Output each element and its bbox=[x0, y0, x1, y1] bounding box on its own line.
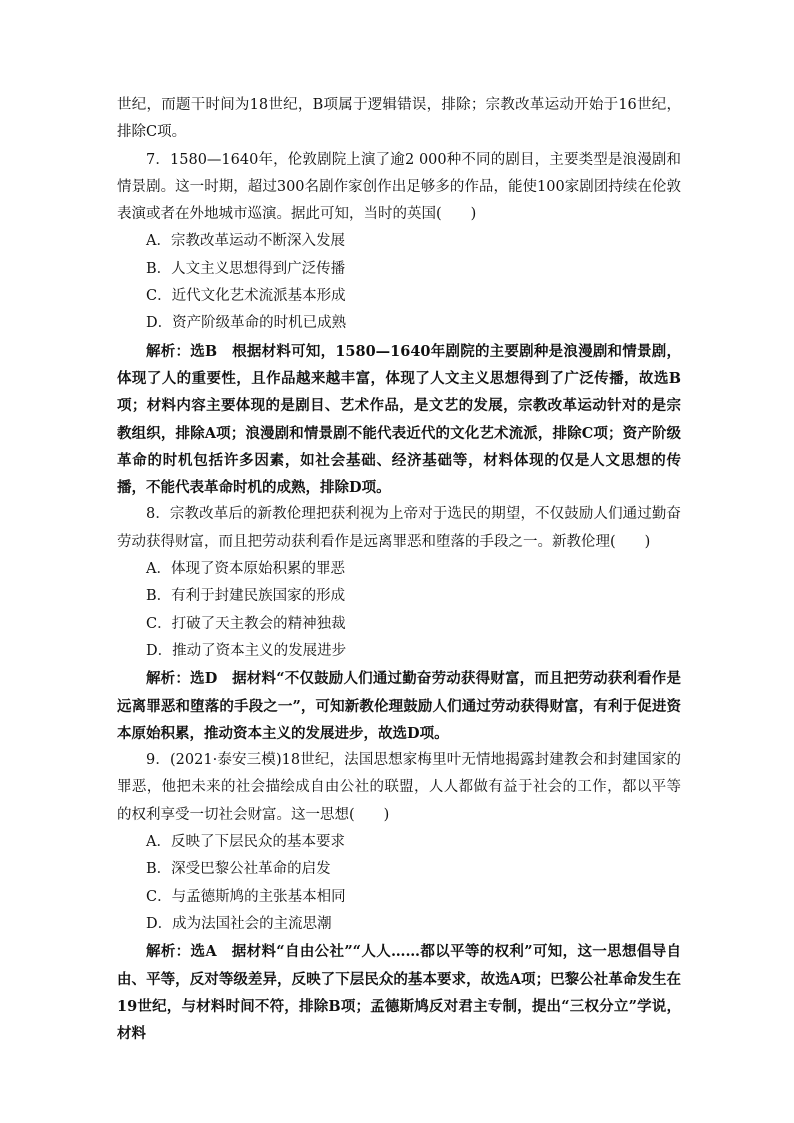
option-a: A．宗教改革运动不断深入发展 bbox=[146, 233, 345, 250]
option-d: D．推动了资本主义的发展进步 bbox=[146, 642, 347, 659]
question-7 bbox=[117, 147, 681, 502]
continuation-text: 世纪，而题干时间为18世纪，B项属于逻辑错误，排除；宗教改革运动开始于16世纪，排除C项。 bbox=[117, 97, 681, 141]
page-content bbox=[117, 92, 681, 1047]
option-d: D．资产阶级革命的时机已成熟 bbox=[146, 315, 347, 332]
question-stem: 9．(2021·泰安三模)18世纪，法国思想家梅里叶无情地揭露封建教会和封建国家的罪恶，他把未来的社会描绘成自由公社的联盟，人人都做有益于社会的工作，都以平等的权利享受一切社会财富。这一思想( ) bbox=[117, 752, 681, 823]
option-c: C．近代文化艺术流派基本形成 bbox=[146, 288, 346, 305]
option-a: A．体现了资本原始积累的罪恶 bbox=[146, 561, 345, 578]
option-c: C．与孟德斯鸠的主张基本相同 bbox=[146, 888, 346, 905]
question-stem: 8．宗教改革后的新教伦理把获利视为上帝对于选民的期望，不仅鼓励人们通过勤奋劳动获得财富，而且把劳动获利看作是远离罪恶和堕落的手段之一。新教伦理( ) bbox=[117, 506, 681, 550]
option-c: C．打破了天主教会的精神独裁 bbox=[146, 615, 346, 632]
option-b: B．人文主义思想得到广泛传播 bbox=[146, 260, 346, 277]
question-stem: 7．1580—1640年，伦敦剧院上演了逾2 000种不同的剧目，主要类型是浪漫剧和情景剧。这一时期，超过300名剧作家创作出足够多的作品，能使100家剧团持续在伦敦表演或者在外地城市巡演。据此可知，当时的英国( ) bbox=[117, 151, 681, 223]
analysis-text: 解析：选D 据材料“不仅鼓励人们通过勤奋劳动获得财富，而且把劳动获利看作是远离罪恶和堕落的手段之一”，可知新教伦理鼓励人们通过劳动获得财富，有利于促进资本原始积累，推动资本主义的发展进步，故选D项。 bbox=[117, 670, 681, 742]
analysis-text: 解析：选A 据材料“自由公社”“人人……都以平等的权利”可知，这一思想倡导自由、平等，反对等级差异，反映了下层民众的基本要求，故选A项；巴黎公社革命发生在19世纪，与材料时间不符，排除B项；孟德斯鸠反对君主专制，提出“三权分立”学说，材料 bbox=[117, 943, 681, 1043]
option-d: D．成为法国社会的主流思潮 bbox=[146, 915, 332, 932]
option-b: B．深受巴黎公社革命的启发 bbox=[146, 861, 331, 878]
analysis-text: 解析：选B 根据材料可知，1580—1640年剧院的主要剧种是浪漫剧和情景剧，体现了人的重要性，且作品越来越丰富，体现了人文主义思想得到了广泛传播，故选B项；材料内容主要体现的是剧目、艺术作品，是文艺的发展，宗教改革运动针对的是宗教组织，排除A项；浪漫剧和情景剧不能代表近代的文化艺术流派，排除C项；资产阶级革命的时机包括许多因素，如社会基础、经济基础等，材料体现的仅是人文思想的传播，不能代表革命时机的成熟，排除D项。 bbox=[117, 342, 681, 497]
question-8 bbox=[117, 501, 681, 747]
option-b: B．有利于封建民族国家的形成 bbox=[146, 588, 346, 605]
option-a: A．反映了下层民众的基本要求 bbox=[146, 834, 345, 851]
question-9 bbox=[117, 747, 681, 1047]
